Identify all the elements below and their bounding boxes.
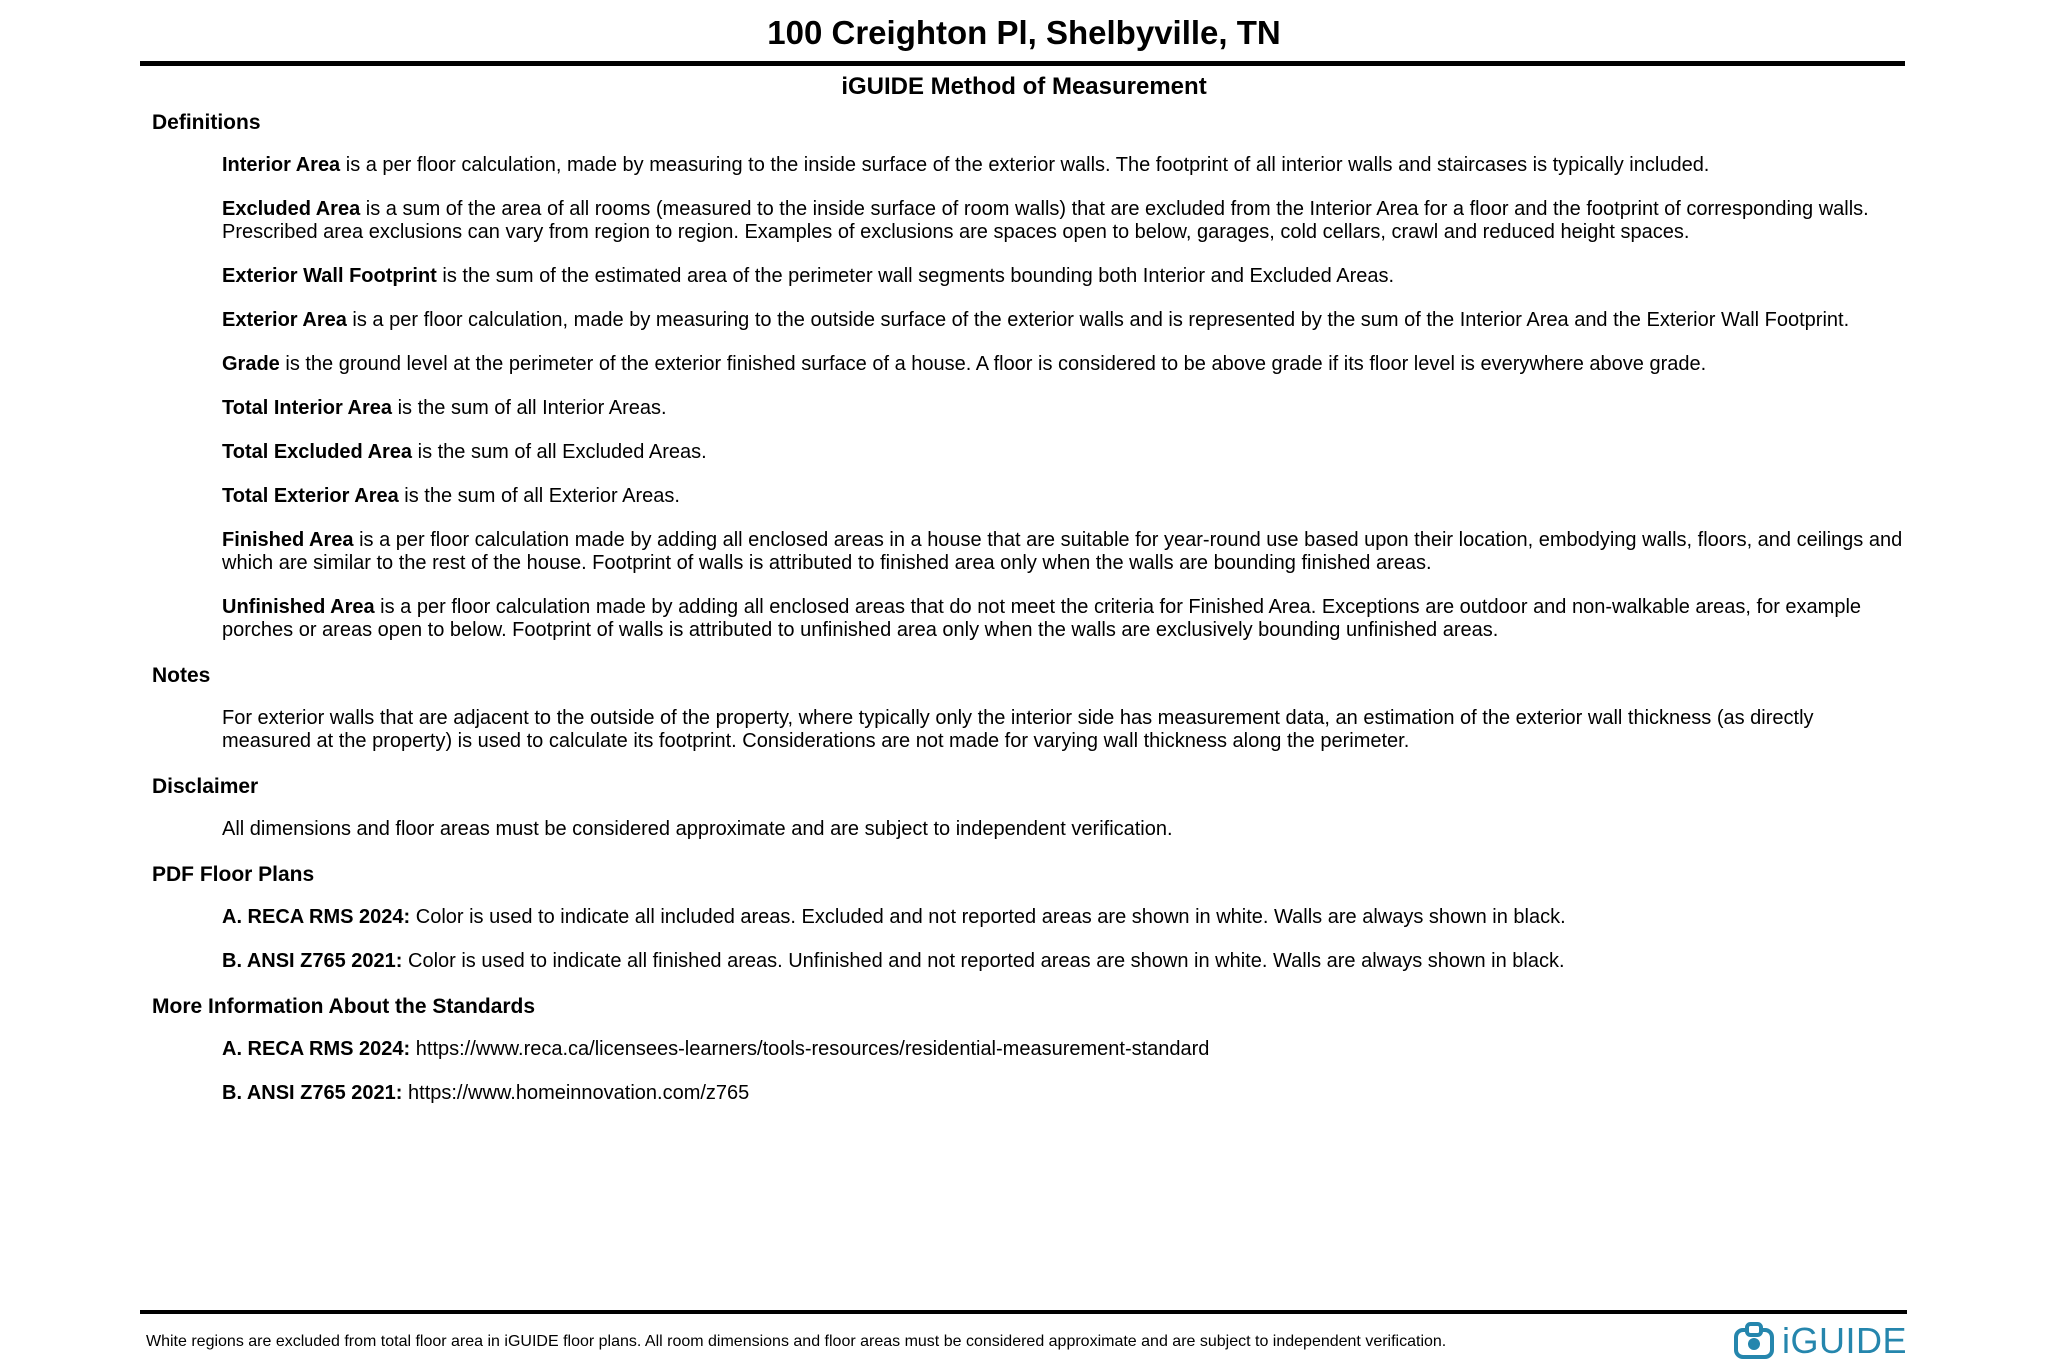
definition-total-exterior-area: [222, 485, 1905, 508]
definition-term: Excluded Area: [222, 198, 361, 220]
definitions-list: [222, 154, 1905, 642]
standard-label: B. ANSI Z765 2021:: [222, 1082, 403, 1104]
notes-paragraph: For exterior walls that are adjacent to the outside of the property, where typically only the interior side has measurement data, an estimation of the exterior wall thickness (as directly measured at the property) is used to calculate its footprint. Considerations are not made for varying wall thickness along the perimeter.: [222, 707, 1814, 752]
definition-total-excluded-area: [222, 441, 1905, 464]
definition-text: is the ground level at the perimeter of the exterior finished surface of a house. A floor is considered to be above grade if its floor level is everywhere above grade.: [279, 353, 1707, 375]
definition-term: Total Exterior Area: [222, 485, 399, 507]
definition-term: Exterior Area: [222, 309, 347, 331]
disclaimer-body: [222, 818, 1905, 841]
iguide-logo-text: iGUIDE: [1781, 1320, 1907, 1361]
more-information-item-ansi: [222, 1082, 1905, 1105]
notes-heading: Notes: [152, 664, 211, 687]
footer-divider: [140, 1310, 1907, 1314]
definition-text: is the sum of the estimated area of the perimeter wall segments bounding both Interior and Excluded Areas.: [436, 265, 1395, 287]
iguide-camera-icon: [1733, 1322, 1775, 1360]
definition-text: is a per floor calculation made by adding all enclosed areas that do not meet the criteria for Finished Area. Exceptions are outdoor and non-walkable areas, for example porches or areas open to below. Footprint of walls is attributed to unfinished area only when the walls are exclusively bounding unfinished areas.: [222, 596, 1862, 641]
standard-text: Color is used to indicate all included areas. Excluded and not reported areas are shown in white. Walls are always shown in black.: [410, 906, 1566, 928]
definition-grade: [222, 353, 1905, 376]
pdf-floor-plans-item-reca: [222, 906, 1905, 929]
definition-term: Grade: [222, 353, 280, 375]
definition-unfinished-area: [222, 596, 1905, 642]
definition-term: Interior Area: [222, 154, 341, 176]
definition-exterior-area: [222, 309, 1905, 332]
definition-finished-area: [222, 529, 1905, 575]
definition-total-interior-area: [222, 397, 1905, 420]
definition-term: Finished Area: [222, 529, 354, 551]
standard-label: B. ANSI Z765 2021:: [222, 950, 403, 972]
document-content: [152, 110, 1905, 1105]
definition-text: is a sum of the area of all rooms (measured to the inside surface of room walls) that are excluded from the Interior Area for a floor and the footprint of corresponding walls. Prescribed area exclusions can vary from region to region. Examples of exclusions are spaces open to below, garages, cold cellars, crawl and reduced height spaces.: [222, 198, 1869, 243]
standard-label: A. RECA RMS 2024:: [222, 906, 411, 928]
iguide-logo: [1733, 1322, 1907, 1360]
header-divider: [140, 61, 1905, 66]
notes-body: [222, 707, 1905, 753]
standard-url-link[interactable]: https://www.reca.ca/licensees-learners/tools-resources/residential-measurement-standard: [410, 1038, 1210, 1060]
definition-exterior-wall-footprint: [222, 265, 1905, 288]
disclaimer-paragraph: All dimensions and floor areas must be considered approximate and are subject to independent verification.: [222, 818, 1173, 840]
pdf-floor-plans-heading: PDF Floor Plans: [152, 863, 315, 886]
standard-label: A. RECA RMS 2024:: [222, 1038, 411, 1060]
pdf-floor-plans-item-ansi: [222, 950, 1905, 973]
definitions-heading: Definitions: [152, 111, 261, 134]
definition-text: is a per floor calculation, made by measuring to the outside surface of the exterior walls and is represented by the sum of the Interior Area and the Exterior Wall Footprint.: [346, 309, 1850, 331]
definition-text: is the sum of all Excluded Areas.: [412, 441, 707, 463]
definition-text: is a per floor calculation made by adding all enclosed areas in a house that are suitable for year-round use based upon their location, embodying walls, floors, and ceilings and which are similar to the rest of the house. Footprint of walls is attributed to finished area only when the walls are bounding finished areas.: [222, 529, 1903, 574]
page-title: 100 Creighton Pl, Shelbyville, TN: [767, 14, 1281, 51]
more-information-list: [222, 1038, 1905, 1105]
page-footer: [140, 1310, 1907, 1360]
more-information-heading: More Information About the Standards: [152, 995, 536, 1018]
definition-excluded-area: [222, 198, 1905, 244]
footer-disclaimer-note: White regions are excluded from total floor area in iGUIDE floor plans. All room dimensions and floor areas must be considered approximate and are subject to independent verification.: [146, 1332, 1447, 1350]
definition-interior-area: [222, 154, 1905, 177]
definition-term: Total Excluded Area: [222, 441, 413, 463]
standard-url-link[interactable]: https://www.homeinnovation.com/z765: [402, 1082, 750, 1104]
pdf-floor-plans-list: [222, 906, 1905, 973]
definition-term: Exterior Wall Footprint: [222, 265, 437, 287]
page-subtitle: iGUIDE Method of Measurement: [841, 73, 1207, 100]
definition-term: Total Interior Area: [222, 397, 393, 419]
disclaimer-heading: Disclaimer: [152, 775, 259, 798]
definition-text: is the sum of all Interior Areas.: [392, 397, 667, 419]
definition-term: Unfinished Area: [222, 596, 375, 618]
definition-text: is the sum of all Exterior Areas.: [398, 485, 680, 507]
more-information-item-reca: [222, 1038, 1905, 1061]
definition-text: is a per floor calculation, made by measuring to the inside surface of the exterior walls. The footprint of all interior walls and staircases is typically included.: [340, 154, 1710, 176]
standard-text: Color is used to indicate all finished areas. Unfinished and not reported areas are shown in white. Walls are always shown in black.: [402, 950, 1565, 972]
